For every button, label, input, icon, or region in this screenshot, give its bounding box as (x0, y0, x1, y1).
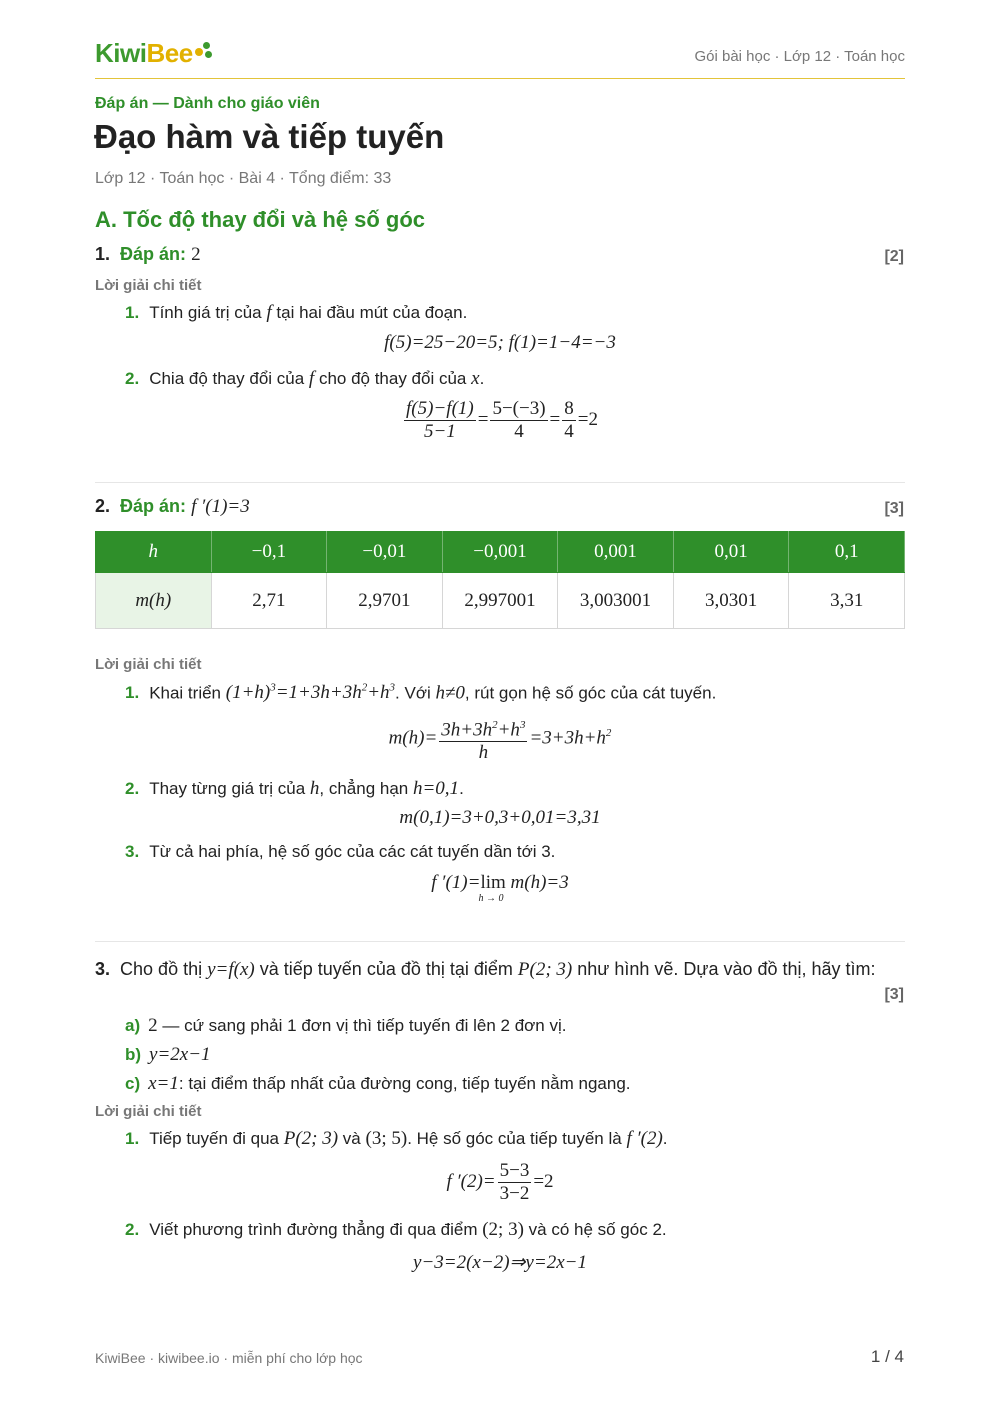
numerator: f(5)−f(1) (406, 398, 474, 419)
table-header-cell: 0,01 (673, 532, 789, 573)
math-part: 3h+3h (441, 719, 493, 741)
question-number: 1. (95, 244, 111, 264)
equals: = (549, 408, 561, 430)
answer-option-b (125, 1044, 211, 1066)
option-letter: c) (125, 1074, 141, 1093)
step-number: 1. (125, 683, 140, 703)
answer-label: Đáp án: (120, 496, 187, 516)
math-part: m(h)= (388, 727, 438, 749)
equation: y−3=2(x−2)⇒y=2x−1 (413, 1252, 587, 1273)
exponent: 3 (519, 719, 526, 731)
option-letter: b) (125, 1045, 142, 1064)
math-part: m(h)=3 (510, 872, 569, 893)
math-expression: x=1 (148, 1073, 179, 1094)
table-header-cell: 0,001 (558, 532, 674, 573)
table-row-label: m(h) (96, 573, 212, 629)
math-expression: y=2x−1 (149, 1044, 211, 1065)
step-text: và có hệ số góc 2. (528, 1220, 667, 1239)
table-cell: 2,71 (211, 573, 327, 629)
fraction (562, 398, 576, 443)
step-text: . Hệ số góc của tiếp tuyến là (407, 1129, 622, 1148)
punctuation: . (479, 369, 485, 388)
math-symbol: f (266, 302, 272, 323)
math-part: f ′(1)= (431, 872, 481, 893)
math-symbol: x (471, 368, 480, 389)
table-header-cell: 0,1 (789, 532, 905, 573)
answer-key-kicker: Đáp án — Dành cho giáo viên (95, 95, 320, 112)
math-expression: f ′(2) (626, 1128, 663, 1149)
math-part: +h (497, 719, 520, 741)
denominator: 3−2 (499, 1183, 530, 1204)
answer-value: f ′(1)=3 (191, 496, 250, 517)
step-text: . Với (395, 683, 431, 703)
question-2-marks: [3] (884, 500, 904, 517)
table-header-row (96, 532, 905, 573)
solution-step (125, 368, 484, 390)
question-3-marks: [3] (884, 986, 904, 1003)
fraction-equation (95, 714, 905, 764)
step-text: Tính giá trị của (149, 303, 262, 322)
table-cell: 2,9701 (327, 573, 443, 629)
math-expression: (3; 5) (365, 1128, 408, 1149)
punctuation: . (459, 779, 464, 798)
numerator: 8 (564, 398, 574, 419)
limit-operator (478, 872, 506, 904)
question-1-marks: [2] (884, 248, 904, 265)
step-text: cho độ thay đổi của (318, 369, 467, 388)
lesson-meta: Lớp 12 · Toán học · Bài 4 · Tổng điểm: 33 (95, 170, 392, 187)
table-header-cell: −0,1 (211, 532, 327, 573)
solution-step (125, 1219, 667, 1241)
exponent: 3 (389, 682, 396, 694)
divider (95, 482, 905, 483)
step-text: , rút gọn hệ số góc của cát tuyến. (464, 683, 717, 703)
math-expression: y=f(x) (207, 959, 255, 980)
option-letter: a) (125, 1016, 141, 1035)
fraction (404, 398, 476, 443)
brand-name-bee: Bee (146, 38, 193, 68)
step-text: Tiếp tuyến đi qua (149, 1129, 279, 1148)
fraction (490, 398, 547, 443)
values-table (95, 531, 905, 629)
step-number: 2. (125, 1220, 140, 1239)
answer-option-a (125, 1015, 566, 1037)
option-text: — cứ sang phải 1 đơn vị thì tiếp tuyến đi lên 2 đơn vị. (162, 1016, 567, 1035)
exponent: 3 (270, 682, 276, 694)
step-text: Viết phương trình đường thẳng đi qua điểm (149, 1220, 478, 1239)
answer-option-c (125, 1073, 631, 1095)
math-symbol: f (308, 368, 315, 389)
answer-label: Đáp án: (120, 244, 187, 264)
equals: = (477, 408, 489, 430)
fraction (439, 714, 527, 764)
answer-value: 2 (191, 244, 201, 265)
step-text: và (342, 1129, 361, 1148)
step-text: Từ cả hai phía, hệ số góc của các cát tuyến dần tới 3. (149, 842, 556, 861)
math-expression: (2; 3) (482, 1219, 524, 1240)
table-cell: 3,31 (789, 573, 905, 629)
denominator: 5−1 (423, 421, 456, 442)
denominator: 4 (514, 421, 524, 442)
table-cell: 3,0301 (673, 573, 789, 629)
step-text: , chẳng hạn (319, 779, 409, 798)
exponent: 2 (605, 727, 612, 740)
question-text: Cho đồ thị (120, 959, 203, 979)
section-heading: A. Tốc độ thay đổi và hệ số góc (95, 207, 426, 232)
question-number: 3. (95, 959, 111, 979)
step-number: 2. (125, 369, 140, 388)
table-header-cell: h (96, 532, 212, 573)
math-part: (1+h) (225, 682, 271, 704)
math-expression (226, 682, 395, 703)
fraction-equation (95, 1160, 905, 1205)
exponent: 2 (361, 682, 368, 694)
step-number: 1. (125, 303, 140, 322)
breadcrumb: Gói bài học · Lớp 12 · Toán học (694, 48, 905, 65)
page-header (95, 38, 905, 79)
lim-subscript: h → 0 (478, 893, 504, 904)
numerator: 5−3 (499, 1160, 530, 1181)
question-1-header (95, 244, 201, 266)
step-number: 3. (125, 842, 140, 861)
brand-logo[interactable] (95, 38, 213, 69)
lim-text: lim (480, 872, 506, 893)
denominator: h (478, 742, 489, 764)
footer-text: KiwiBee · kiwibee.io · miễn phí cho lớp học (95, 1350, 363, 1366)
math-expression: 2 (148, 1015, 158, 1036)
math-expression: P(2; 3) (283, 1128, 339, 1149)
table-row (96, 573, 905, 629)
step-number: 2. (125, 779, 140, 798)
numerator (439, 714, 527, 742)
solution-label: Lời giải chi tiết (95, 277, 202, 294)
numerator: 5−(−3) (492, 398, 546, 419)
solution-step (125, 778, 464, 800)
solution-label: Lời giải chi tiết (95, 1103, 202, 1120)
result: =2 (533, 1170, 554, 1192)
solution-label: Lời giải chi tiết (95, 656, 202, 673)
question-3-prompt (95, 956, 905, 983)
fraction-equation (95, 398, 905, 443)
solution-step (125, 1128, 668, 1150)
divider (95, 941, 905, 942)
solution-step (125, 842, 555, 862)
step-number: 1. (125, 1129, 140, 1148)
math-symbol: h (309, 778, 320, 799)
table-cell: 3,003001 (558, 573, 674, 629)
math-expression: P(2; 3) (517, 959, 573, 980)
math-expression: h=0,1 (412, 778, 460, 799)
equation: f(5)=25−20=5; f(1)=1−4=−3 (384, 332, 616, 353)
math-part: +h (367, 682, 390, 704)
option-text: : tại điểm thấp nhất của đường cong, tiếp tuyến nằm ngang. (178, 1074, 631, 1093)
question-text: như hình vẽ. Dựa vào đồ thị, hãy tìm: (577, 959, 876, 979)
table-cell: 2,997001 (442, 573, 558, 629)
brand-name-kiwi: Kiwi (95, 38, 147, 68)
math-part: =3+3h+h (529, 727, 606, 749)
solution-step (125, 302, 467, 324)
denominator: 4 (564, 421, 574, 442)
step-text: Thay từng giá trị của (149, 779, 306, 798)
math-part: =1+3h+3h (275, 682, 362, 704)
equation: m(0,1)=3+0,3+0,01=3,31 (399, 807, 601, 828)
step-text: tại hai đầu mút của đoạn. (276, 303, 468, 322)
result: =2 (577, 408, 598, 430)
punctuation: . (662, 1129, 668, 1148)
question-text: và tiếp tuyến của đồ thị tại điểm (259, 959, 513, 979)
fraction (498, 1160, 532, 1205)
question-2-header (95, 496, 250, 518)
step-text: Chia độ thay đổi của (149, 369, 305, 388)
table-header-cell: −0,001 (442, 532, 558, 573)
bee-dots-icon (195, 42, 213, 60)
page-title: Đạo hàm và tiếp tuyến (94, 118, 445, 155)
math-part: f ′(2)= (446, 1170, 496, 1192)
step-text: Khai triển (149, 683, 222, 703)
solution-step (125, 682, 716, 704)
table-header-cell: −0,01 (327, 532, 443, 573)
page-number: 1 / 4 (870, 1347, 904, 1366)
limit-equation (95, 872, 905, 904)
math-expression: h≠0 (435, 682, 465, 704)
exponent: 2 (492, 719, 498, 731)
question-number: 2. (95, 496, 111, 516)
